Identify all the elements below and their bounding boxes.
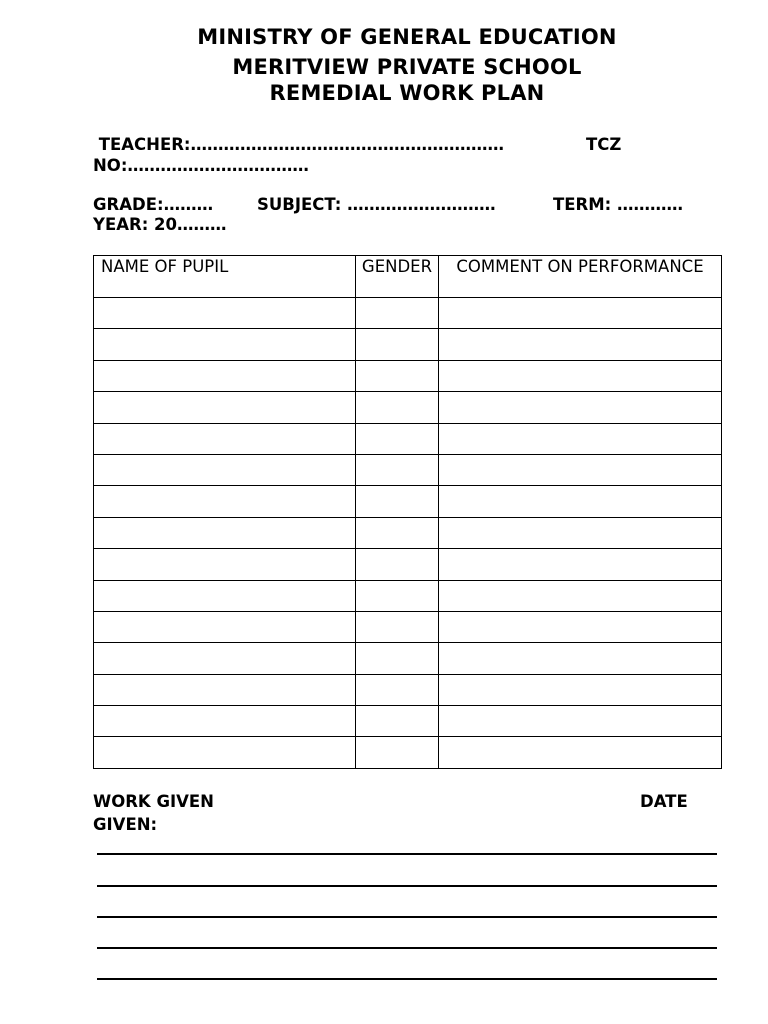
comment-cell[interactable] bbox=[439, 674, 722, 705]
tcz-number-field[interactable]: NO:…………………………… bbox=[93, 156, 309, 175]
school-heading: MERITVIEW PRIVATE SCHOOL bbox=[232, 55, 582, 79]
comment-cell[interactable] bbox=[439, 298, 722, 329]
pupil-name-cell[interactable] bbox=[94, 674, 356, 705]
table-row bbox=[94, 611, 722, 642]
pupil-name-cell[interactable] bbox=[94, 517, 356, 548]
teacher-field[interactable]: TEACHER:………………………………………………… bbox=[93, 135, 505, 154]
pupil-name-cell[interactable] bbox=[94, 423, 356, 454]
writing-line[interactable] bbox=[97, 978, 717, 980]
gender-cell[interactable] bbox=[356, 611, 439, 642]
comment-cell[interactable] bbox=[439, 392, 722, 423]
ministry-heading: MINISTRY OF GENERAL EDUCATION bbox=[197, 25, 617, 49]
table-body bbox=[94, 298, 722, 769]
date-label: DATE bbox=[640, 792, 688, 811]
pupil-table bbox=[93, 255, 722, 769]
gender-cell[interactable] bbox=[356, 298, 439, 329]
table-row bbox=[94, 392, 722, 423]
pupil-name-cell[interactable] bbox=[94, 392, 356, 423]
tcz-label: TCZ bbox=[586, 135, 622, 154]
pupil-name-cell[interactable] bbox=[94, 580, 356, 611]
writing-line[interactable] bbox=[97, 947, 717, 949]
pupil-name-cell[interactable] bbox=[94, 611, 356, 642]
pupil-name-cell[interactable] bbox=[94, 298, 356, 329]
comment-cell[interactable] bbox=[439, 549, 722, 580]
table-row bbox=[94, 674, 722, 705]
table-row bbox=[94, 517, 722, 548]
table-row bbox=[94, 423, 722, 454]
gender-cell[interactable] bbox=[356, 580, 439, 611]
comment-cell[interactable] bbox=[439, 611, 722, 642]
gender-cell[interactable] bbox=[356, 486, 439, 517]
writing-line[interactable] bbox=[97, 885, 717, 887]
column-header-gender: GENDER bbox=[356, 256, 439, 298]
column-header-name: NAME OF PUPIL bbox=[94, 256, 356, 298]
comment-cell[interactable] bbox=[439, 360, 722, 391]
gender-cell[interactable] bbox=[356, 549, 439, 580]
comment-cell[interactable] bbox=[439, 737, 722, 768]
table-row bbox=[94, 549, 722, 580]
comment-cell[interactable] bbox=[439, 580, 722, 611]
column-header-comment: COMMENT ON PERFORMANCE bbox=[439, 256, 722, 298]
pupil-name-cell[interactable] bbox=[94, 737, 356, 768]
gender-cell[interactable] bbox=[356, 674, 439, 705]
date-given-label: GIVEN: bbox=[93, 815, 158, 834]
gender-cell[interactable] bbox=[356, 706, 439, 737]
subject-field[interactable]: SUBJECT: ……………………… bbox=[257, 195, 496, 214]
pupil-name-cell[interactable] bbox=[94, 486, 356, 517]
table-row bbox=[94, 329, 722, 360]
gender-cell[interactable] bbox=[356, 329, 439, 360]
comment-cell[interactable] bbox=[439, 486, 722, 517]
table-row bbox=[94, 643, 722, 674]
table-row bbox=[94, 298, 722, 329]
gender-cell[interactable] bbox=[356, 737, 439, 768]
grade-field[interactable]: GRADE:……… bbox=[93, 195, 214, 214]
pupil-name-cell[interactable] bbox=[94, 329, 356, 360]
comment-cell[interactable] bbox=[439, 454, 722, 485]
table-row bbox=[94, 486, 722, 517]
gender-cell[interactable] bbox=[356, 423, 439, 454]
comment-cell[interactable] bbox=[439, 517, 722, 548]
gender-cell[interactable] bbox=[356, 643, 439, 674]
comment-cell[interactable] bbox=[439, 706, 722, 737]
writing-line[interactable] bbox=[97, 853, 717, 855]
pupil-name-cell[interactable] bbox=[94, 360, 356, 391]
comment-cell[interactable] bbox=[439, 643, 722, 674]
gender-cell[interactable] bbox=[356, 517, 439, 548]
gender-cell[interactable] bbox=[356, 360, 439, 391]
work-given-label: WORK GIVEN bbox=[93, 792, 214, 811]
table-row bbox=[94, 360, 722, 391]
table-header-row bbox=[94, 256, 722, 298]
year-field[interactable]: YEAR: 20……… bbox=[93, 215, 227, 234]
pupil-name-cell[interactable] bbox=[94, 643, 356, 674]
gender-cell[interactable] bbox=[356, 454, 439, 485]
table-row bbox=[94, 454, 722, 485]
pupil-name-cell[interactable] bbox=[94, 454, 356, 485]
table-row bbox=[94, 737, 722, 768]
gender-cell[interactable] bbox=[356, 392, 439, 423]
table-row bbox=[94, 580, 722, 611]
plan-heading: REMEDIAL WORK PLAN bbox=[269, 81, 545, 105]
pupil-name-cell[interactable] bbox=[94, 549, 356, 580]
comment-cell[interactable] bbox=[439, 329, 722, 360]
pupil-name-cell[interactable] bbox=[94, 706, 356, 737]
term-field[interactable]: TERM: ………… bbox=[553, 195, 683, 214]
comment-cell[interactable] bbox=[439, 423, 722, 454]
writing-line[interactable] bbox=[97, 916, 717, 918]
table-row bbox=[94, 706, 722, 737]
